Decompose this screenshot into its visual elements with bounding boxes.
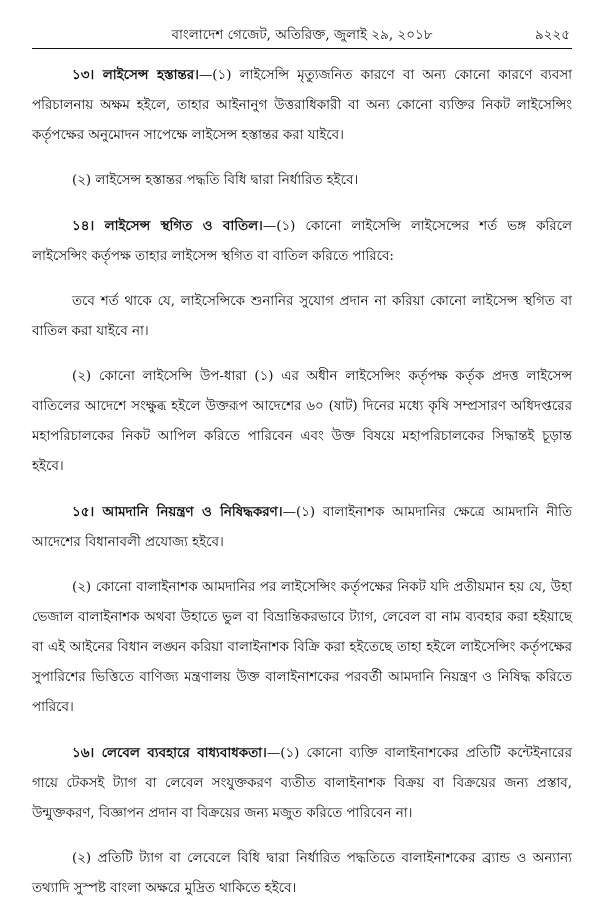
paragraph-text: (২) কোনো লাইসেন্সি উপ-ধারা (১) এর অধীন লাইসেন্সিং কর্তৃপক্ষ কর্তৃক প্রদত্ত লাইসেন্স বাতিলের আদেশে সংক্ষুব্ধ হইলে উক্তরূপ আদেশের ৬০ (ষাট) দিনের মধ্যে কৃষি সম্প্রসারণ অধিদপ্তরের মহাপরিচালকের নিকট আপিল করিতে পারিবেন এবং উক্ত বিষয়ে মহাপরিচালকের সিদ্ধান্তই চূড়ান্ত হইবে। [32, 369, 572, 474]
section-13-para-2 [32, 166, 572, 196]
paragraph-text: তবে শর্ত থাকে যে, লাইসেন্সিকে শুনানির সুযোগ প্রদান না করিয়া কোনো লাইসেন্স স্থগিত বা বাতিল করা যাইবে না। [32, 294, 572, 339]
section-16-para-2 [32, 844, 572, 904]
page-number: ৯২২৫ [534, 27, 570, 43]
paragraph-text: —(১) বালাইনাশক আমদানির ক্ষেত্রে আমদানি নীতি আদেশের বিধানাবলী প্রযোজ্য হইবে। [32, 505, 572, 550]
paragraph-text: —(১) কোনো লাইসেন্সি লাইসেন্সের শর্ত ভঙ্গ করিলে লাইসেন্সিং কর্তৃপক্ষ তাহার লাইসেন্স স্থগিত বা বাতিল করিতে পারিবে: [32, 219, 572, 264]
section-14-para-1 [32, 211, 572, 272]
section-13-heading: ১৩। লাইসেন্স হস্তান্তর। [72, 67, 199, 83]
section-16-heading: ১৬। লেবেল ব্যবহারে বাধ্যবাধকতা। [72, 745, 267, 761]
section-15-para-1 [32, 497, 572, 558]
section-15-heading: ১৫। আমদানি নিয়ন্ত্রণ ও নিষিদ্ধকরণ। [72, 504, 283, 520]
section-14-heading: ১৪। লাইসেন্স স্থগিত ও বাতিল। [72, 218, 263, 234]
section-13-para-1 [32, 60, 572, 151]
gazette-title: বাংলাদেশ গেজেট, অতিরিক্ত, জুলাই ২৯, ২০১৮ [171, 27, 433, 43]
section-15-para-2 [32, 573, 572, 723]
paragraph-text: —(১) লাইসেন্সি মৃত্যুজনিত কারণে বা অন্য কোনো কারণে ব্যবসা পরিচালনায় অক্ষম হইলে, তাহার আইনানুগ উত্তরাধিকারী বা অন্য কোনো ব্যক্তির নিকট লাইসেন্সিং কর্তৃপক্ষের অনুমোদন সাপেক্ষে লাইসেন্স হস্তান্তর করা যাইবে। [32, 68, 572, 143]
paragraph-text: (২) প্রতিটি ট্যাগ বা লেবেলে বিধি দ্বারা নির্ধারিত পদ্ধতিতে বালাইনাশকের ব্র্যান্ড ও অন্যান্য তথ্যাদি সুস্পষ্ট বাংলা অক্ষরে মুদ্রিত থাকিতে হইবে। [32, 851, 572, 896]
section-14-proviso [32, 287, 572, 347]
section-16-para-1 [32, 738, 572, 829]
document-body [32, 60, 572, 919]
paragraph-text: —(১) কোনো ব্যক্তি বালাইনাশকের প্রতিটি কন্টেইনারের গায়ে টেকসই ট্যাগ বা লেবেল সংযুক্তকরণ ব্যতীত বালাইনাশক বিক্রয় বা বিক্রয়ের জন্য প্রস্তাব, উন্মুক্তকরণ, বিজ্ঞাপন প্রদান বা বিক্রয়ের জন্য মজুত করিতে পারিবেন না। [32, 746, 572, 821]
page-header [32, 22, 572, 49]
section-14-para-2 [32, 362, 572, 482]
paragraph-text: (২) কোনো বালাইনাশক আমদানির পর লাইসেন্সিং কর্তৃপক্ষের নিকট যদি প্রতীয়মান হয় যে, উহা ভেজাল বালাইনাশক অথবা উহাতে ভুল বা বিভ্রান্তিকরভাবে ট্যাগ, লেবেল বা নাম ব্যবহার করা হইয়াছে বা এই আইনের বিধান লঙ্ঘন করিয়া বালাইনাশক বিক্রি করা হইতেছে তাহা হইলে লাইসেন্সিং কর্তৃপক্ষের সুপারিশের ভিত্তিতে বাণিজ্য মন্ত্রণালয় উক্ত বালাইনাশকের পরবর্তী আমদানি নিয়ন্ত্রণ ও নিষিদ্ধ করিতে পারিবে। [32, 580, 572, 715]
paragraph-text: (২) লাইসেন্স হস্তান্তর পদ্ধতি বিধি দ্বারা নির্ধারিত হইবে। [72, 173, 359, 188]
